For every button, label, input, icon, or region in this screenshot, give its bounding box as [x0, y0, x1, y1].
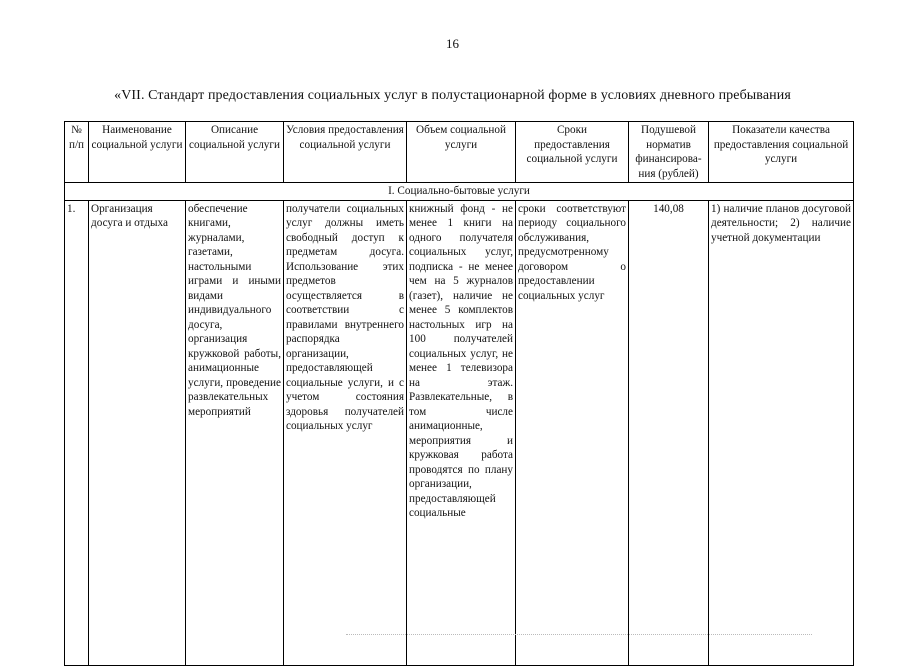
cell-description: обеспечение книгами, журналами, газетами, настольными играми и иными видами индивидуального досуга, организация кружковой работы, анимационные услуги, проведение развлекательных мероприятий [186, 200, 284, 665]
header-volume: Объем социальной услуги [407, 122, 516, 183]
cell-quality: 1) наличие планов досуговой деятельности; 2) наличие учетной документации [709, 200, 854, 665]
service-standard-table [64, 121, 854, 666]
page-bottom-rule [346, 634, 812, 635]
cell-number: 1. [65, 200, 89, 665]
cell-volume: книжный фонд - не менее 1 книги на одного получателя социальных услуг, подписка - не менее чем на 5 журналов (газет), наличие не менее 5 комплектов настольных игр на 100 получателей социальных услуг, не менее 1 телевизора на этаж. Развлекательные, в том числе анимационные, мероприятия и кружковая работа проводятся по плану организации, предоставляющей социальные [407, 200, 516, 665]
cell-conditions: получатели социальных услуг должны иметь свободный доступ к предметам досуга. Использование этих предметов осуществляется в соответствии с правилами внутреннего распорядка организации, предоставляющей социальные услуги, и с учетом состояния здоровья получателей социальных услуг [284, 200, 407, 665]
header-norm: Подушевой норматив финансирова-ния (рублей) [629, 122, 709, 183]
header-description: Описание социальной услуги [186, 122, 284, 183]
header-quality: Показатели качества предоставления социальной услуги [709, 122, 854, 183]
section-title: «VII. Стандарт предоставления социальных услуг в полустационарной форме в условиях дневного пребывания [114, 88, 791, 103]
page-number: 16 [446, 36, 459, 51]
header-terms: Сроки предоставления социальной услуги [516, 122, 629, 183]
cell-norm: 140,08 [629, 200, 709, 665]
header-number: № п/п [65, 122, 89, 183]
table-row [65, 200, 854, 665]
table-header-row [65, 122, 854, 183]
section-row [65, 183, 854, 201]
cell-service-name: Организация досуга и отдыха [89, 200, 186, 665]
cell-terms: сроки соответствуют периоду социального обслуживания, предусмотренному договором о предоставлении социальных услуг [516, 200, 629, 665]
header-service-name: Наименование социальной услуги [89, 122, 186, 183]
header-conditions: Условия предоставления социальной услуги [284, 122, 407, 183]
section-heading: I. Социально-бытовые услуги [65, 183, 854, 201]
